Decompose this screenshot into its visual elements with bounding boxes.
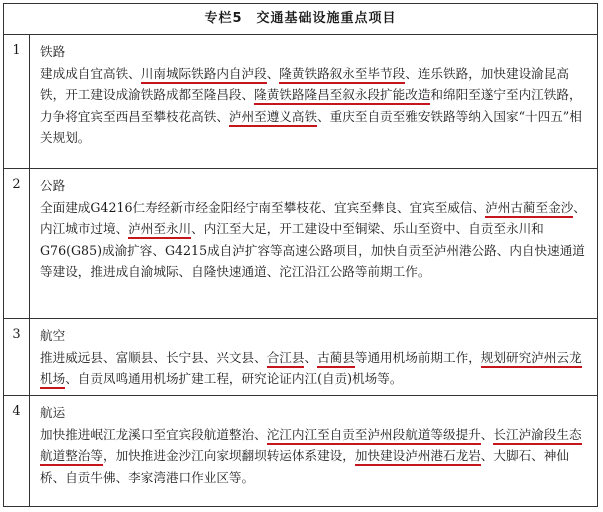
- section-title: 航运: [40, 405, 66, 420]
- project-table: [3, 3, 598, 507]
- text-segment: 、连乐铁路，加快建设渝昆高铁，开工建设成渝铁路成都至隆昌段、: [40, 65, 569, 102]
- text-segment: 、大脚石、神仙桥、自贡牛佛、李家湾港口作业区等。: [40, 448, 569, 485]
- section-body: [40, 347, 589, 390]
- underlined-segment: 沱江内江至自贡至泸州段航道等级提升: [267, 427, 481, 445]
- text-segment: 、重庆至自贡至雅安铁路等纳入国家“十四五”相关规划。: [40, 108, 582, 145]
- section-shipping: [4, 396, 597, 507]
- text-segment: 等通用机场前期工作，: [354, 349, 481, 365]
- underlined-segment: 古蔺县: [317, 350, 355, 368]
- text-segment: ，加快推进金沙江向家坝翻坝转运体系建设，: [102, 448, 355, 463]
- section-railway: [4, 35, 597, 169]
- section-number: 1: [4, 35, 30, 168]
- text-segment: 、: [304, 349, 318, 365]
- underlined-segment: 隆黄铁路隆昌至叙永段扩能改造: [254, 87, 430, 105]
- text-segment: 、: [266, 65, 280, 81]
- underlined-segment: 合江县: [267, 350, 305, 368]
- section-content: [30, 35, 597, 153]
- section-number: 3: [4, 319, 30, 395]
- underlined-segment: 川南城际铁路内自泸段: [141, 66, 267, 84]
- underlined-segment: 泸州至永川: [128, 221, 191, 239]
- underlined-segment: 隆黄铁路叙永至毕节段: [279, 66, 405, 84]
- section-aviation: [4, 319, 597, 396]
- section-content: [30, 319, 597, 394]
- section-number: 2: [4, 169, 30, 318]
- text-segment: 建成成自宜高铁、: [40, 65, 141, 81]
- underlined-segment: 规划研究泸州云龙机场: [40, 350, 582, 390]
- text-segment: 推进威远县、富顺县、长宁县、兴文县、: [40, 349, 267, 365]
- section-body: [40, 63, 589, 149]
- text-segment: 、: [480, 426, 494, 442]
- text-segment: 、内江至大足，开工建设中至铜梁、乐山至资中、自贡至永川和G76(G85)成渝扩容、G4215成自泸扩容等高速公路项目，加快自贡至泸州港公路、内自快速通道等建设，推进成自渝城际、自隆快速通道、沱江沿江公路等前期工作。: [40, 221, 585, 279]
- text-segment: 加快推进岷江龙溪口至宜宾段航道整治、: [40, 426, 267, 442]
- section-highway: [4, 169, 597, 319]
- section-body: [40, 197, 589, 283]
- underlined-segment: 泸州至遵义高铁: [229, 109, 317, 127]
- underlined-segment: 加快建设泸州港石龙岩: [355, 448, 481, 466]
- table-caption: 专栏5 交通基础设施重点项目: [4, 4, 597, 35]
- section-title: 航空: [40, 328, 66, 343]
- section-content: [30, 396, 597, 492]
- underlined-segment: 长江泸渝段生态航道整治等: [40, 427, 582, 467]
- underlined-segment: 泸州古蔺至金沙: [485, 200, 573, 218]
- section-content: [30, 169, 597, 287]
- text-segment: 全面建成G4216仁寿经新市经金阳经宁南至攀枝花、宜宾至彝良、宜宾至威信、: [40, 199, 486, 215]
- section-title: 公路: [40, 178, 66, 193]
- text-segment: 、自贡凤鸣通用机场扩建工程，研究论证内江(自贡)机场等。: [65, 371, 403, 386]
- text-segment: 、内江城市过境、: [40, 199, 586, 236]
- section-title: 铁路: [40, 44, 66, 59]
- section-body: [40, 424, 589, 489]
- text-segment: 和绵阳至遂宁至内江铁路，力争将宜宾至西昌至攀枝花高铁、: [40, 87, 582, 124]
- section-number: 4: [4, 396, 30, 507]
